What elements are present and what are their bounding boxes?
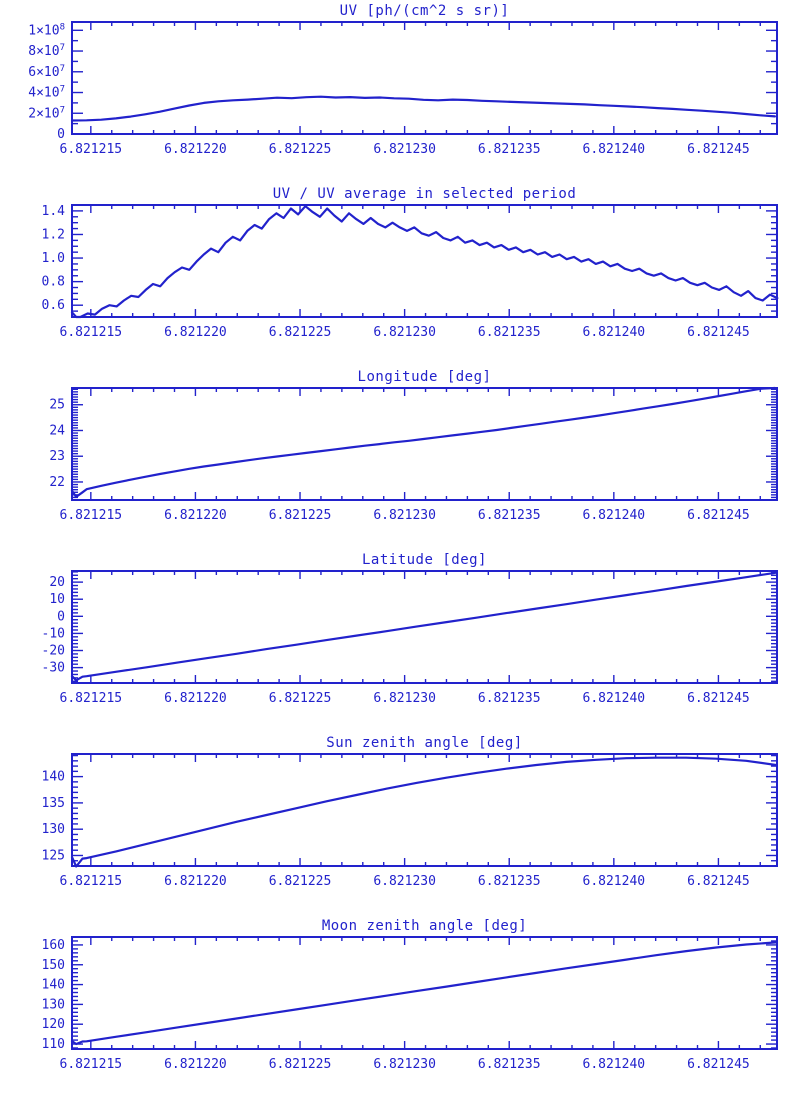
- chart-block-uv-ratio: [0, 183, 800, 366]
- x-tick-label: 6.821240: [582, 508, 646, 523]
- x-tick-label: 6.821220: [164, 325, 227, 340]
- x-tick-label: 6.821225: [268, 142, 332, 157]
- y-tick-label: 25: [49, 397, 65, 413]
- x-tick-label: 6.821215: [59, 325, 123, 340]
- chart-block-longitude: [0, 366, 800, 549]
- x-tick-label: 6.821215: [59, 691, 123, 706]
- x-tick-label: 6.821225: [268, 325, 332, 340]
- x-tick-label: 6.821240: [582, 1057, 646, 1072]
- x-tick-label: 6.821215: [59, 1057, 123, 1072]
- sun-zenith-plot: [0, 732, 800, 915]
- x-tick-label: 6.821225: [268, 508, 332, 523]
- x-tick-label: 6.821245: [687, 874, 750, 889]
- y-tick-label: 23: [49, 449, 65, 465]
- axis-frame: [72, 205, 777, 317]
- x-tick-label: 6.821245: [687, 142, 750, 157]
- x-tick-label: 6.821215: [59, 508, 123, 523]
- y-tick-label: 1.0: [41, 251, 65, 267]
- chart-block-moon-zenith: [0, 915, 800, 1098]
- x-tick-label: 6.821215: [59, 142, 123, 157]
- x-tick-label: 6.821230: [373, 1057, 436, 1072]
- data-line: [72, 942, 776, 1044]
- x-tick-label: 6.821220: [164, 142, 227, 157]
- x-tick-label: 6.821245: [687, 691, 750, 706]
- y-tick-label: 0.6: [41, 298, 65, 314]
- uv-plot: [0, 0, 800, 183]
- y-tick-label: 140: [41, 977, 65, 993]
- x-tick-label: 6.821240: [582, 874, 646, 889]
- y-tick-label: $1\times 10^8$: [28, 22, 65, 39]
- chart-title-longitude: Longitude [deg]: [357, 369, 492, 385]
- chart-block-uv: [0, 0, 800, 183]
- y-tick-label: $8\times 10^7$: [28, 43, 65, 60]
- x-tick-label: 6.821230: [373, 691, 436, 706]
- y-tick-label: -20: [41, 643, 65, 659]
- y-tick-label: 1.4: [41, 203, 65, 219]
- x-tick-label: 6.821225: [268, 691, 332, 706]
- data-line: [72, 206, 777, 317]
- x-tick-label: 6.821245: [687, 325, 750, 340]
- y-tick-label: 130: [41, 822, 65, 838]
- y-tick-label: 150: [41, 957, 65, 973]
- x-tick-label: 6.821235: [477, 142, 541, 157]
- x-tick-label: 6.821215: [59, 874, 123, 889]
- y-tick-label: 135: [41, 795, 65, 811]
- x-tick-label: 6.821220: [164, 874, 227, 889]
- x-tick-label: 6.821230: [373, 874, 436, 889]
- x-tick-label: 6.821235: [477, 691, 541, 706]
- chart-title-uv-ratio: UV / UV average in selected period: [272, 186, 577, 202]
- moon-zenith-plot: [0, 915, 800, 1098]
- y-tick-label: $6\times 10^7$: [28, 63, 65, 80]
- chart-block-sun-zenith: [0, 732, 800, 915]
- x-tick-label: 6.821235: [477, 508, 541, 523]
- data-line: [72, 388, 775, 497]
- y-tick-label: 20: [49, 575, 65, 591]
- latitude-plot: [0, 549, 800, 732]
- data-line: [72, 573, 776, 681]
- chart-title-latitude: Latitude [deg]: [361, 552, 487, 568]
- y-tick-label: 0.8: [41, 274, 65, 290]
- x-tick-label: 6.821220: [164, 1057, 227, 1072]
- y-tick-label: 160: [41, 937, 65, 953]
- axis-frame: [72, 22, 777, 134]
- y-tick-label: 22: [49, 474, 65, 490]
- longitude-plot: [0, 366, 800, 549]
- chart-title-sun-zenith: Sun zenith angle [deg]: [326, 735, 523, 751]
- x-tick-label: 6.821225: [268, 874, 332, 889]
- x-tick-label: 6.821230: [373, 142, 436, 157]
- x-tick-label: 6.821245: [687, 508, 750, 523]
- x-tick-label: 6.821245: [687, 1057, 750, 1072]
- x-tick-label: 6.821240: [582, 325, 646, 340]
- x-tick-label: 6.821230: [373, 325, 436, 340]
- uv-ratio-plot: [0, 183, 800, 366]
- chart-title-moon-zenith: Moon zenith angle [deg]: [321, 918, 528, 934]
- y-tick-label: 10: [49, 592, 65, 608]
- y-tick-label: -10: [41, 626, 65, 642]
- chart-title-uv: UV [ph/(cm^2 s sr)]: [339, 3, 510, 19]
- y-tick-label: 24: [49, 423, 65, 439]
- x-tick-label: 6.821230: [373, 508, 436, 523]
- x-tick-label: 6.821235: [477, 1057, 541, 1072]
- chart-block-latitude: [0, 549, 800, 732]
- axis-frame: [72, 754, 777, 866]
- y-tick-label: $4\times 10^7$: [28, 84, 65, 101]
- y-tick-label: 120: [41, 1017, 65, 1033]
- x-tick-label: 6.821220: [164, 691, 227, 706]
- y-tick-label: 0: [57, 609, 65, 625]
- y-tick-label: 140: [41, 769, 65, 785]
- x-tick-label: 6.821240: [582, 142, 646, 157]
- y-tick-label: 0: [57, 127, 65, 142]
- y-tick-label: 110: [41, 1037, 65, 1053]
- y-tick-label: 130: [41, 997, 65, 1013]
- x-tick-label: 6.821220: [164, 508, 227, 523]
- y-tick-label: 125: [41, 848, 65, 864]
- x-tick-label: 6.821225: [268, 1057, 332, 1072]
- x-tick-label: 6.821235: [477, 325, 541, 340]
- data-line: [72, 758, 776, 867]
- y-tick-label: -30: [41, 660, 65, 676]
- y-tick-label: $2\times 10^7$: [28, 105, 65, 122]
- data-line: [72, 97, 775, 121]
- y-tick-label: 1.2: [41, 227, 65, 243]
- x-tick-label: 6.821235: [477, 874, 541, 889]
- x-tick-label: 6.821240: [582, 691, 646, 706]
